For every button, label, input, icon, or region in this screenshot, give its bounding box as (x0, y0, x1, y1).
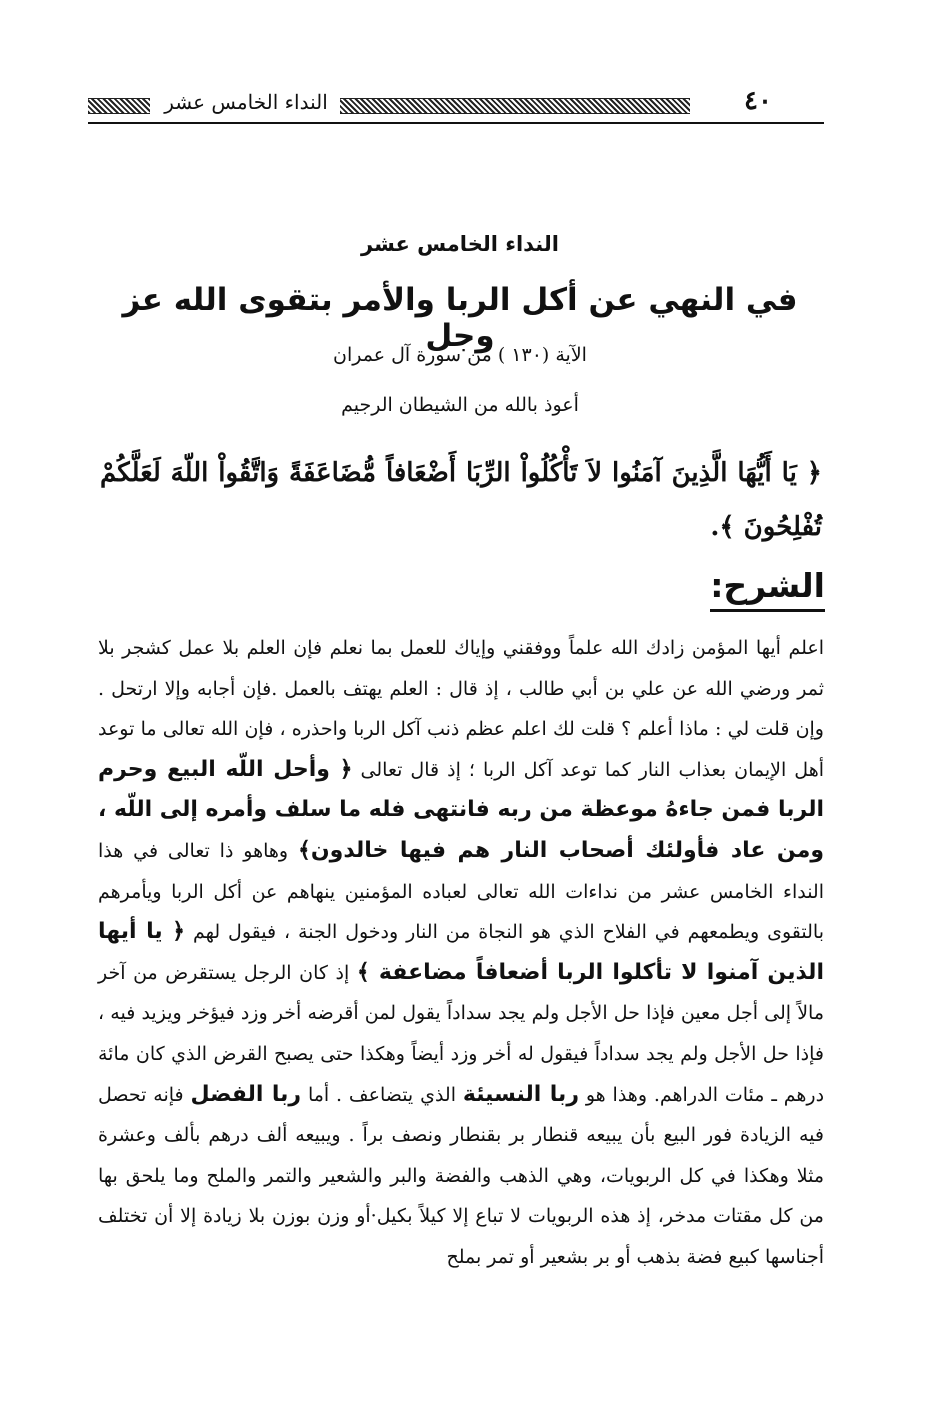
chapter-title: في النهي عن أكل الربا والأمر بتقوى الله عز وجل (122, 282, 798, 354)
explanation-paragraph (98, 628, 824, 1278)
body-text-5: فإنه تحصل فيه الزيادة فور البيع بأن يبيعه قنطار بر بقنطار ونصف براً . ويبيعه ألف درهم بألف وعشرة مثلا وهكذا في كل الربويات، وهي الذهب والفضة والبر والشعير والتمر والملح وما يلحق بها من كل مقتات مدخر، إذ هذه الربويات لا تباع إلا كيلاً بكيل·أو وزن بوزن بلا زيادة إلا أن تختلف أجناسها كبيع فضة بذهب أو بر بشعير أو تمر بملح (98, 1083, 824, 1268)
quran-verse: ﴿ يَا أَيُّهَا الَّذِينَ آمَنُوا لاَ تَأْكُلُواْ الرِّبَا أَضْعَافاً مُّضَاعَفَةً وَاتَّقُواْ اللّهَ لَعَلَّكُمْ تُفْلِحُونَ ﴾. (100, 458, 822, 542)
quran-quote-1: ﴿ وأحل اللّه البيع وحرم الربا فمن جاءهُ موعظة من ربه فانتهى فله ما سلف وأمره إلى اللّه ، ومن عاد فأولئك أصحاب النار هم فيها خالدون﴾ (98, 756, 824, 863)
header-ornament-left (88, 98, 150, 114)
header-rule (88, 122, 824, 124)
sharh-heading: الشرح: (710, 566, 825, 612)
quran-quote-2: ﴿ يا أيها الذين آمنوا لا تأكلوا الربا أضعافاً مضاعفة ﴾ (98, 919, 824, 985)
verse-reference: الآية (١٣٠ ) من سورة آل عمران (333, 344, 587, 366)
body-text-1: اعلم أيها المؤمن زادك الله علماً ووفقني وإياك للعمل بما نعلم فإن العلم بلا عمل كشجر بلا ثمر ورضي الله عن علي بن أبي طالب ، إذ قال : العلم يهتف بالعمل .فإن أجابه وإلا ارتحل . وإن قلت لي : ماذا أعلم ؟ قلت لك اعلم عظم ذنب آكل الربا واحذره ، فإن الله تعالى ما توعد أهل الإيمان بعذاب النار كما توعد آكل الربا ؛ إذ قال تعالى (98, 637, 824, 781)
page-number: ٤٠ (744, 86, 772, 116)
header-ornament-middle (340, 98, 690, 114)
running-header (88, 86, 824, 126)
explanation-body (98, 628, 824, 1278)
body-text-3: إذ كان الرجل يستقرض من آخر مالاً إلى أجل معين فإذا حل الأجل ولم يجد سداداً يقول لمن أقرضه أخر وزد فيؤخر ويزيد فيه ، فإذا حل الأجل ولم يجد سداداً فيقول له أخر وزد أيضاً وهكذا حتى يصبح القرض الذي كان مائة درهم ـ مئات الدراهم. وهذا هو (98, 961, 825, 1106)
term-riba-nasia: ربا النسيئة (462, 1081, 579, 1107)
body-text-2: وهاهو ذا تعالى في هذا النداء الخامس عشر من نداءات الله تعالى لعباده المؤمنين ينهاهم عن أكل الربا ويأمرهم بالتقوى ويطمعهم في الفلاح الذي هو النجاة من النار ودخول الجنة ، فيقول لهم (98, 839, 824, 944)
running-title: النداء الخامس عشر (164, 90, 328, 114)
body-text-4: الذي يتضاعف . أما (307, 1083, 456, 1106)
isti-adha-line: أعوذ بالله من الشيطان الرجيم (341, 394, 579, 416)
term-riba-fadl: ربا الفضل (190, 1081, 302, 1107)
chapter-label: النداء الخامس عشر (361, 232, 559, 256)
